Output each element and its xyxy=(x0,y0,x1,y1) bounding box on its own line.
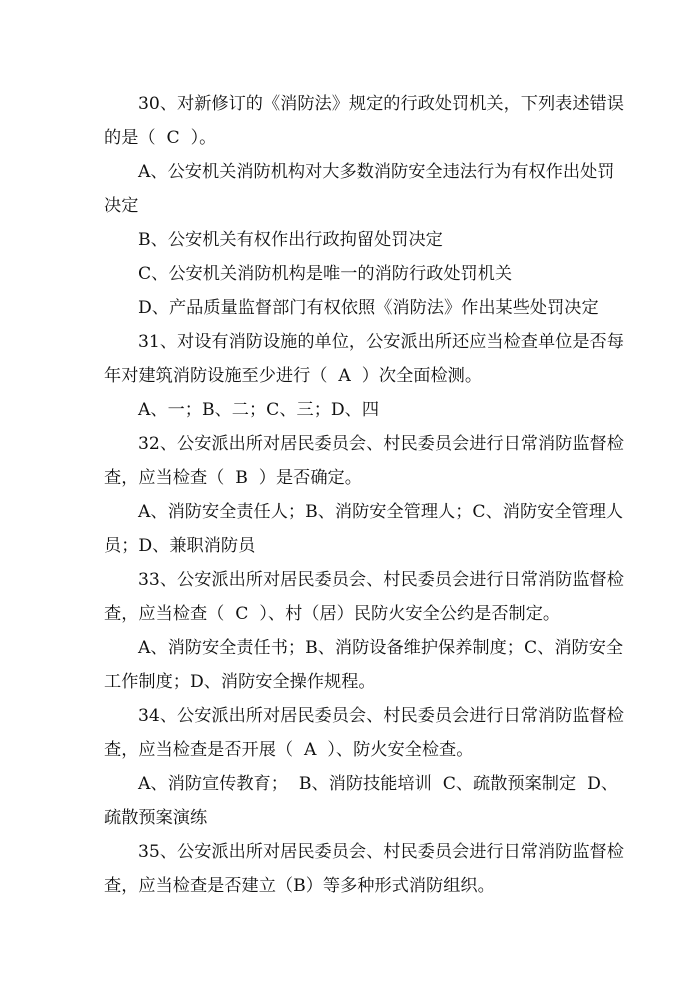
q34-stem-line-1: 34、公安派出所对居民委员会、村民委员会进行日常消防监督检 xyxy=(138,706,624,726)
q32-options-line-2: 员；D、兼职消防员 xyxy=(104,536,256,556)
q32-options-line-1: A、消防安全责任人；B、消防安全管理人；C、消防安全管理人 xyxy=(138,502,624,522)
q34-options-line-1: A、消防宣传教育； B、消防技能培训 C、疏散预案制定 D、 xyxy=(138,774,619,794)
q33-stem-line-1: 33、公安派出所对居民委员会、村民委员会进行日常消防监督检 xyxy=(138,570,624,590)
q30-option-a-line-2: 决定 xyxy=(104,196,139,216)
q32-stem-line-1: 32、公安派出所对居民委员会、村民委员会进行日常消防监督检 xyxy=(138,434,624,454)
q31-stem-line-1: 31、对设有消防设施的单位，公安派出所还应当检查单位是否每 xyxy=(138,332,624,352)
q31-stem-line-2: 年对建筑消防设施至少进行（ A ）次全面检测。 xyxy=(104,366,483,386)
q32-stem-line-2: 查，应当检查（ B ）是否确定。 xyxy=(104,468,362,488)
q33-stem-line-2: 查，应当检查（ C ）、村（居）民防火安全公约是否制定。 xyxy=(104,604,561,624)
q30-option-b: B、公安机关有权作出行政拘留处罚决定 xyxy=(138,230,443,250)
q30-stem-line-2: 的是（ C ）。 xyxy=(104,128,217,148)
q34-stem-line-2: 查，应当检查是否开展（ A ）、防火安全检查。 xyxy=(104,740,474,760)
q33-options-line-1: A、消防安全责任书；B、消防设备维护保养制度；C、消防安全 xyxy=(138,638,624,658)
q30-stem-line-1: 30、对新修订的《消防法》规定的行政处罚机关，下列表述错误 xyxy=(138,94,624,114)
q35-stem-line-1: 35、公安派出所对居民委员会、村民委员会进行日常消防监督检 xyxy=(138,842,624,862)
q31-options: A、一；B、二；C、三；D、四 xyxy=(138,400,380,420)
q33-options-line-2: 工作制度；D、消防安全操作规程。 xyxy=(104,672,376,692)
q30-option-c: C、公安机关消防机构是唯一的消防行政处罚机关 xyxy=(138,264,513,284)
q30-option-d: D、产品质量监督部门有权依照《消防法》作出某些处罚决定 xyxy=(138,298,599,318)
q30-option-a-line-1: A、公安机关消防机构对大多数消防安全违法行为有权作出处罚 xyxy=(138,162,615,182)
q34-options-line-2: 疏散预案演练 xyxy=(104,808,208,828)
q35-stem-line-2: 查，应当检查是否建立（B）等多种形式消防组织。 xyxy=(104,876,495,896)
